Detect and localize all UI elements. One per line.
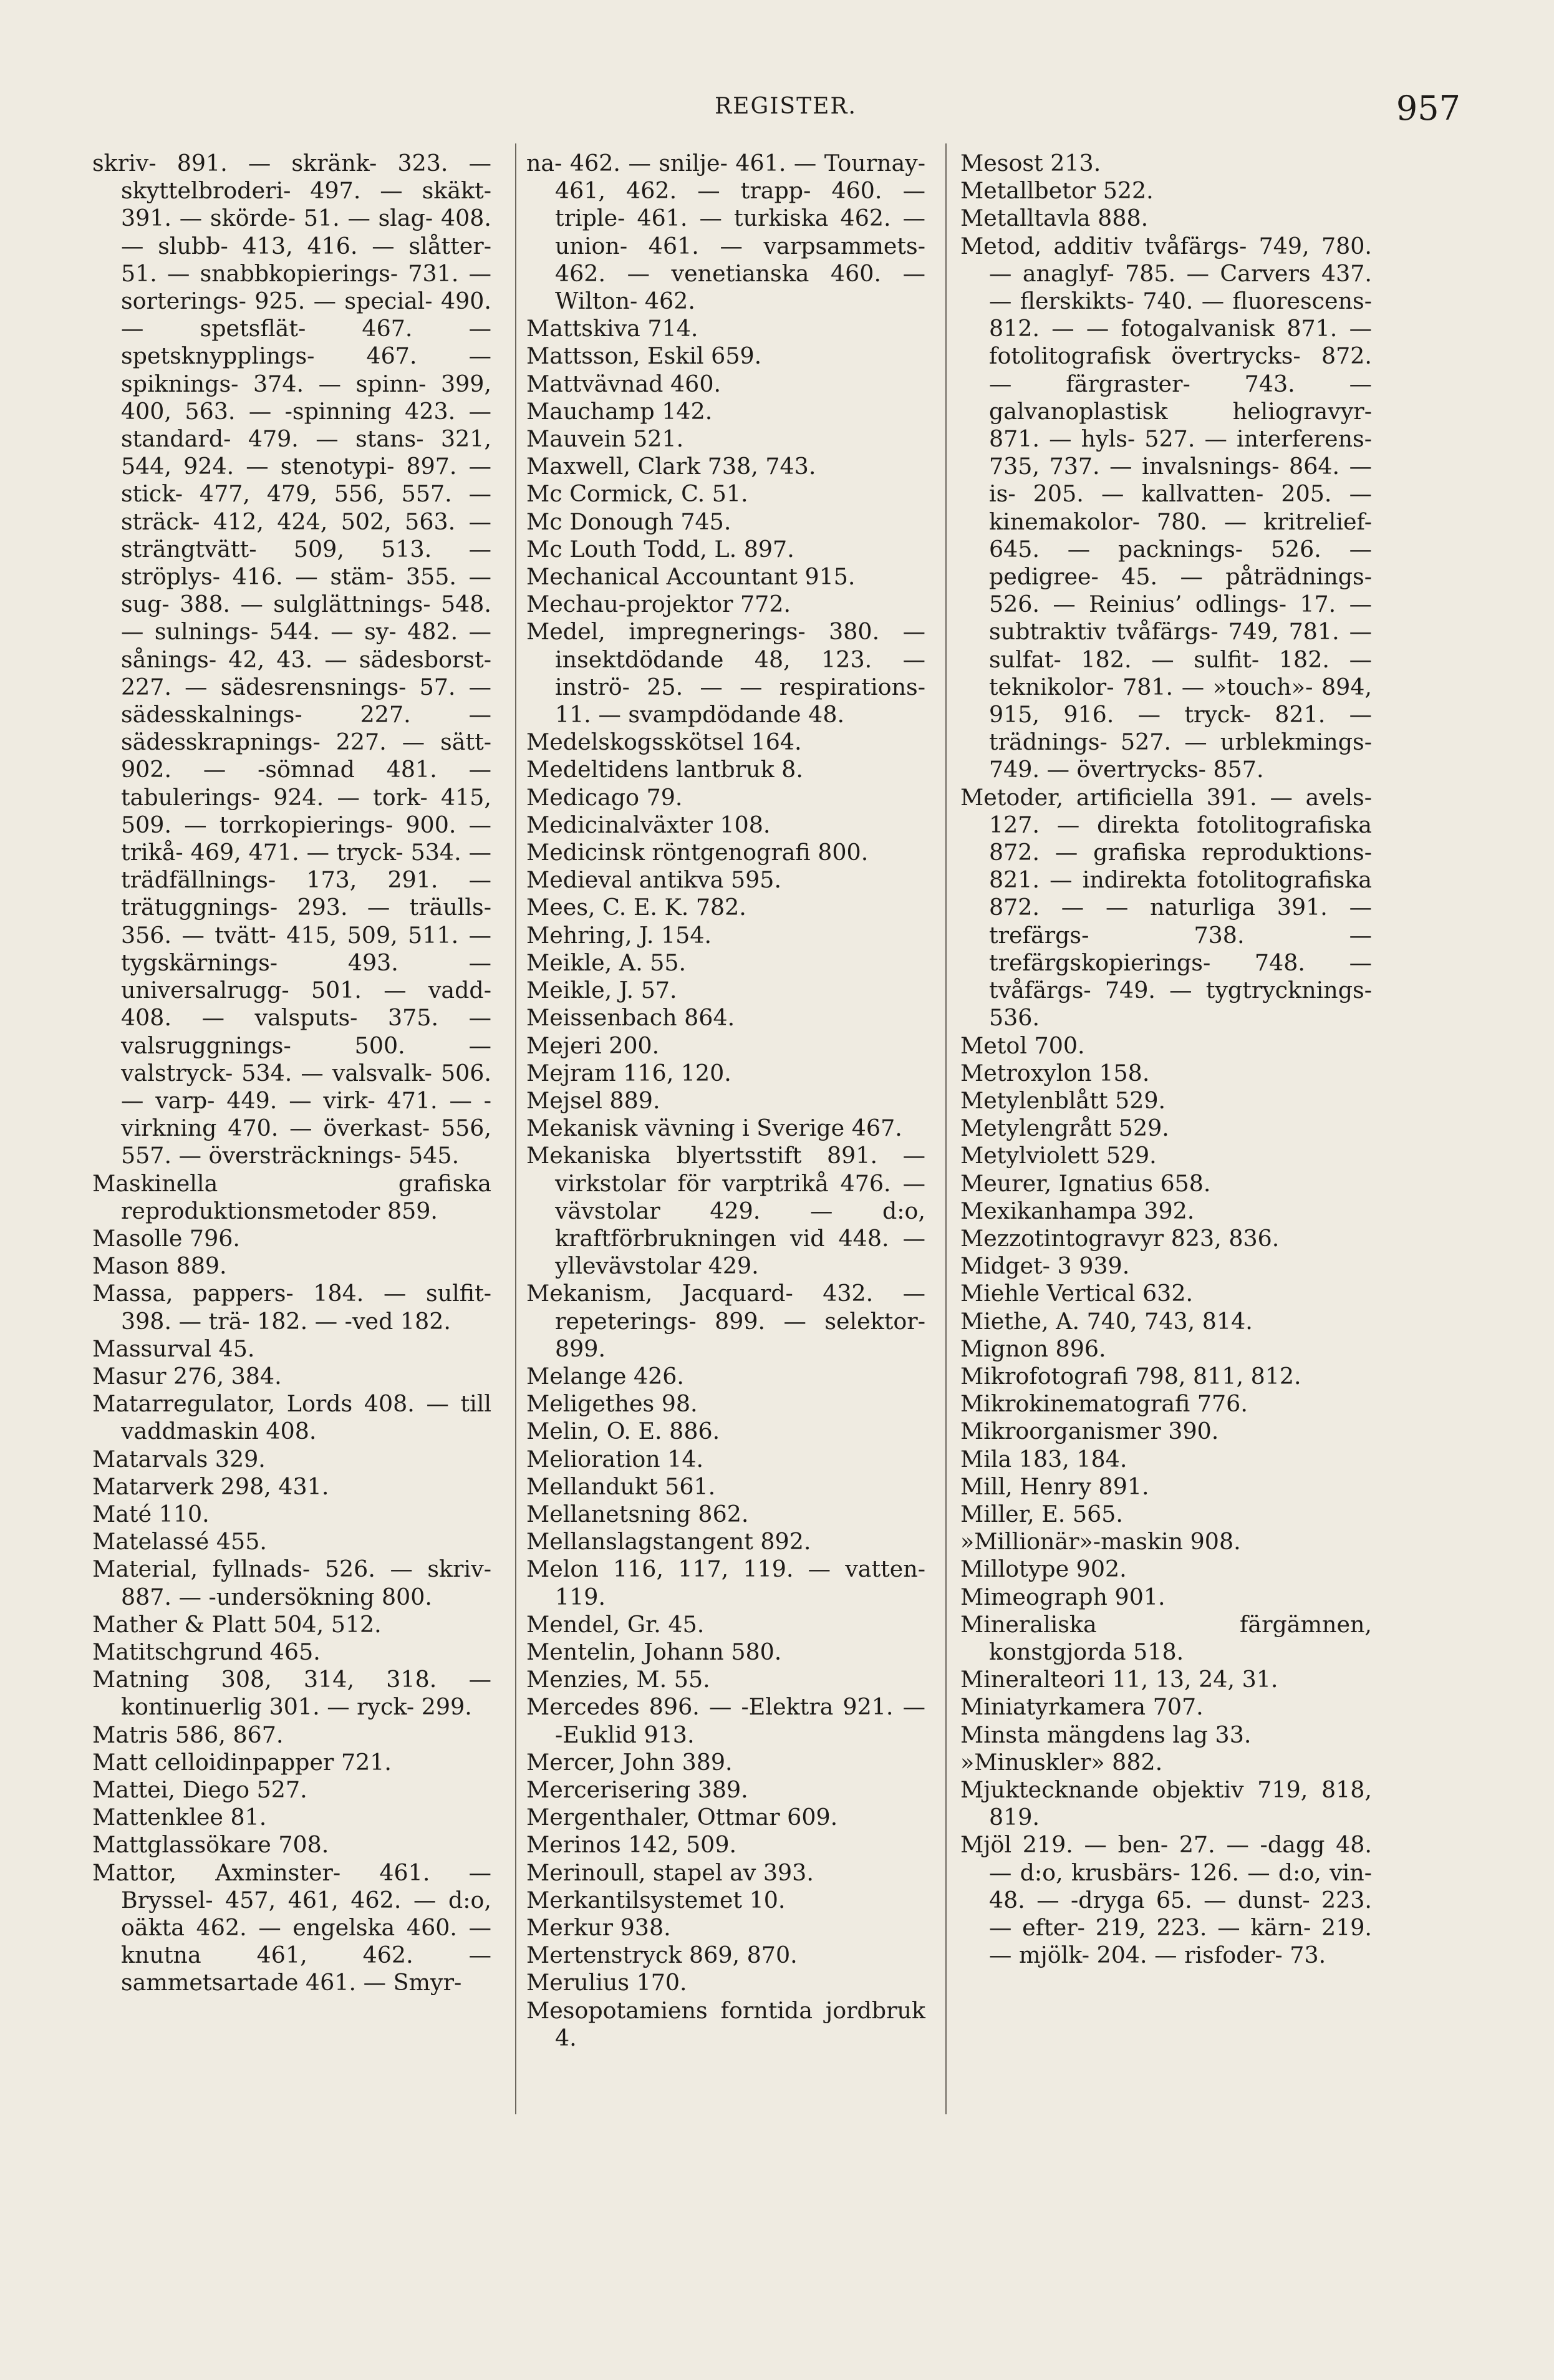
index-entry: Mikroorganismer 390. (960, 1418, 1219, 1445)
index-entry: Merinos 142, 509. (526, 1831, 737, 1859)
index-entry: Mertenstryck 869, 870. (526, 1942, 798, 1969)
index-entry: Mill, Henry 891. (960, 1473, 1149, 1500)
index-entry: Mc Donough 745. (526, 508, 731, 535)
index-entry: Mignon 896. (960, 1335, 1106, 1362)
index-entry: Material, fyllnads- 526. — skriv- 887. — -undersökning 800. (92, 1555, 491, 1610)
index-entry: Mc Louth Todd, L. 897. (526, 535, 794, 563)
index-entry: Mattor, Axminster- 461. — Bryssel- 457, 461, 462. — d:o, oäkta 462. — engelska 460. — knutna 461, 462. — sammetsartade 461. — Smyr- (92, 1859, 491, 1996)
index-entry: Melin, O. E. 886. (526, 1418, 720, 1445)
index-entry: Metylviolett 529. (960, 1142, 1157, 1169)
index-entry: Massa, pappers- 184. — sulfit- 398. — trä- 182. — -ved 182. (92, 1280, 491, 1335)
index-entry: Meikle, J. 57. (526, 977, 677, 1004)
index-entry: Mercer, John 389. (526, 1748, 733, 1776)
index-entry: Minsta mängdens lag 33. (960, 1721, 1252, 1748)
index-entry: Mikrokinematografi 776. (960, 1390, 1248, 1418)
index-entry: Mesost 213. (960, 150, 1101, 177)
index-entry: Mauchamp 142. (526, 397, 713, 425)
index-column-3 (960, 150, 1372, 1969)
index-entry: Miniatyrkamera 707. (960, 1693, 1204, 1721)
index-entry: Meligethes 98. (526, 1390, 698, 1418)
index-entry: Mergenthaler, Ottmar 609. (526, 1804, 838, 1831)
index-entry: Mechanical Accountant 915. (526, 563, 856, 591)
index-entry: Mila 183, 184. (960, 1445, 1127, 1473)
index-entry: Mercedes 896. — -Elektra 921. — -Euklid 913. (526, 1693, 925, 1748)
index-entry: Mendel, Gr. 45. (526, 1610, 705, 1638)
index-entry: Mattsson, Eskil 659. (526, 342, 762, 370)
index-entry: Mexikanhampa 392. (960, 1197, 1195, 1224)
index-entry: Medieval antikva 595. (526, 866, 782, 894)
index-entry: Matelassé 455. (92, 1528, 267, 1555)
index-entry: Mees, C. E. K. 782. (526, 894, 746, 921)
index-entry: Melioration 14. (526, 1445, 704, 1473)
index-entry: Metol 700. (960, 1032, 1085, 1059)
index-entry: Midget- 3 939. (960, 1252, 1130, 1280)
index-entry: Maskinella grafiska reproduktionsmetoder 859. (92, 1169, 491, 1224)
index-entry: na- 462. — snilje- 461. — Tournay- 461, 462. — trapp- 460. — triple- 461. — turkiska 462. — union- 461. — varpsammets- 462. — venetianska 460. — Wilton- 462. (526, 150, 925, 315)
index-entry: Masur 276, 384. (92, 1362, 282, 1390)
index-entry: Miller, E. 565. (960, 1500, 1123, 1527)
index-entry: Mattglassökare 708. (92, 1831, 329, 1859)
column-divider (515, 143, 516, 2114)
index-entry: Mellandukt 561. (526, 1473, 716, 1500)
index-entry: Maxwell, Clark 738, 743. (526, 453, 816, 480)
index-entry: Miethe, A. 740, 743, 814. (960, 1307, 1253, 1335)
index-entry: Maté 110. (92, 1500, 210, 1527)
index-entry: Mineralteori 11, 13, 24, 31. (960, 1666, 1278, 1693)
index-column-2 (526, 150, 925, 2052)
index-entry: Matitschgrund 465. (92, 1638, 321, 1665)
index-entry: Mejeri 200. (526, 1032, 660, 1059)
index-entry: Merkantilsystemet 10. (526, 1886, 786, 1913)
index-entry: Mellanetsning 862. (526, 1500, 749, 1527)
index-entry: Mentelin, Johann 580. (526, 1638, 782, 1665)
index-entry: Mather & Platt 504, 512. (92, 1610, 382, 1638)
index-entry: Mekaniska blyertsstift 891. — virkstolar för varptrikå 476. — vävstolar 429. — d:o, kraftförbrukningen vid 448. — yllevävstolar 429. (526, 1142, 925, 1280)
index-entry: Mauvein 521. (526, 425, 684, 453)
index-entry: Matarvals 329. (92, 1445, 266, 1473)
index-column-1 (92, 150, 491, 1997)
index-entry: Metylengrått 529. (960, 1115, 1169, 1142)
index-entry: Merkur 938. (526, 1914, 671, 1941)
index-entry: Melange 426. (526, 1362, 684, 1390)
page-number: 957 (1396, 89, 1460, 128)
index-entry: Millotype 902. (960, 1555, 1127, 1583)
index-entry: Matning 308, 314, 318. — kontinuerlig 301. — ryck- 299. (92, 1666, 491, 1721)
index-entry: Mineraliska färgämnen, konstgjorda 518. (960, 1610, 1372, 1665)
index-entry: Mezzotintogravyr 823, 836. (960, 1224, 1280, 1252)
index-entry: Metod, additiv tvåfärgs- 749, 780. — anaglyf- 785. — Carvers 437. — flerskikts- 740. — fluorescens- 812. — — fotogalvanisk 871. — fotolitografisk övertrycks- 872. — färgraster- 743. — galvanoplastisk heliogravyr- 871. — hyls- 527. — interferens- 735, 737. — invalsnings- 864. — is- 205. — kallvatten- 205. — kinemakolor- 780. — kritrelief- 645. — packnings- 526. — pedigree- 45. — påträdnings- 526. — Reinius’ odlings- 17. — subtraktiv tvåfärgs- 749, 781. — sulfat- 182. — sulfit- 182. — teknikolor- 781. — »touch»- 894, 915, 916. — tryck- 821. — trädnings- 527. — urblekmings- 749. — övertrycks- 857. (960, 232, 1372, 783)
index-entry: Metallbetor 522. (960, 177, 1154, 205)
index-entry: Meissenbach 864. (526, 1004, 735, 1032)
index-entry: Merinoull, stapel av 393. (526, 1859, 814, 1886)
index-entry: Matarregulator, Lords 408. — till vaddmaskin 408. (92, 1390, 491, 1445)
index-entry: Metroxylon 158. (960, 1059, 1150, 1086)
index-entry: Mattenklee 81. (92, 1804, 267, 1831)
index-entry: Mekanism, Jacquard- 432. — repeterings- 899. — selektor- 899. (526, 1280, 925, 1362)
index-entry: Metylenblått 529. (960, 1086, 1166, 1114)
index-entry: Mechau-projektor 772. (526, 591, 791, 618)
index-entry: Mason 889. (92, 1252, 227, 1280)
index-entry: Medel, impregnerings- 380. — insektdödande 48, 123. — inströ- 25. — — respirations- 11. — svampdödande 48. (526, 618, 925, 728)
index-entry: Mjuktecknande objektiv 719, 818, 819. (960, 1776, 1372, 1831)
index-entry: Mercerisering 389. (526, 1776, 748, 1803)
index-entry: Masolle 796. (92, 1224, 240, 1252)
index-entry: Medicinalväxter 108. (526, 811, 771, 838)
index-entry: Matt celloidinpapper 721. (92, 1748, 392, 1776)
index-entry: Mattskiva 714. (526, 315, 698, 342)
index-entry: Miehle Vertical 632. (960, 1280, 1194, 1307)
index-entry: Mesopotamiens forntida jordbruk 4. (526, 1996, 925, 2051)
index-entry: Mekanisk vävning i Sverige 467. (526, 1115, 902, 1142)
index-entry: Matarverk 298, 431. (92, 1473, 329, 1500)
index-entry: Mc Cormick, C. 51. (526, 480, 748, 508)
index-entry: Medicago 79. (526, 783, 683, 811)
index-entry: »Minuskler» 882. (960, 1748, 1163, 1776)
index-entry: Matris 586, 867. (92, 1721, 284, 1748)
index-entry: Mejram 116, 120. (526, 1059, 731, 1086)
index-entry: Mjöl 219. — ben- 27. — -dagg 48. — d:o, krusbärs- 126. — d:o, vin- 48. — -dryga 65. — dunst- 223. — efter- 219, 223. — kärn- 219. — mjölk- 204. — risfoder- 73. (960, 1831, 1372, 1969)
index-entry: Menzies, M. 55. (526, 1666, 710, 1693)
index-entry: Medeltidens lantbruk 8. (526, 756, 803, 783)
index-entry: Mattei, Diego 527. (92, 1776, 307, 1803)
index-entry: Mimeograph 901. (960, 1583, 1166, 1610)
index-entry: Mikrofotografi 798, 811, 812. (960, 1362, 1301, 1390)
index-entry: »Millionär»-maskin 908. (960, 1528, 1241, 1555)
column-divider (945, 143, 947, 2114)
index-entry: Mehring, J. 154. (526, 921, 712, 949)
index-entry: Metoder, artificiella 391. — avels- 127. — direkta fotolitografiska 872. — grafiska reproduktions- 821. — indirekta fotolitografiska 872. — — naturliga 391. — trefärgs- 738. — trefärgskopierings- 748. — tvåfärgs- 749. — tygtrycknings- 536. (960, 783, 1372, 1032)
index-entry: Melon 116, 117, 119. — vatten- 119. (526, 1555, 925, 1610)
index-entry: Meikle, A. 55. (526, 949, 687, 976)
index-entry: Mattvävnad 460. (526, 370, 722, 397)
index-entry: Metalltavla 888. (960, 205, 1149, 232)
index-entry: Meurer, Ignatius 658. (960, 1169, 1211, 1197)
index-entry: Mejsel 889. (526, 1086, 660, 1114)
index-entry: Merulius 170. (526, 1969, 687, 1996)
index-entry: Medelskogsskötsel 164. (526, 728, 802, 756)
running-head: REGISTER. (715, 94, 857, 119)
index-entry: Mellanslagstangent 892. (526, 1528, 811, 1555)
index-entry: Medicinsk röntgenografi 800. (526, 839, 869, 866)
index-entry: skriv- 891. — skränk- 323. — skyttelbroderi- 497. — skäkt- 391. — skörde- 51. — slag- 408. — slubb- 413, 416. — slåtter- 51. — snabbkopierings- 731. — sorterings- 925. — special- 490. — spetsflät- 467. — spetsknypplings- 467. — spiknings- 374. — spinn- 399, 400, 563. — -spinning 423. — standard- 479. — stans- 321, 544, 924. — stenotypi- 897. — stick- 477, 479, 556, 557. — sträck- 412, 424, 502, 563. — strängtvätt- 509, 513. — ströplys- 416. — stäm- 355. — sug- 388. — sulglättnings- 548. — sulnings- 544. — sy- 482. — sånings- 42, 43. — sädesborst- 227. — sädesrensnings- 57. — sädesskalnings- 227. — sädesskrapnings- 227. — sätt- 902. — -sömnad 481. — tabulerings- 924. — tork- 415, 509. — torrkopierings- 900. — trikå- 469, 471. — tryck- 534. — trädfällnings- 173, 291. — trätuggnings- 293. — träulls- 356. — tvätt- 415, 509, 511. — tygskärnings- 493. — universalrugg- 501. — vadd- 408. — valsputs- 375. — valsruggnings- 500. — valstryck- 534. — valsvalk- 506. — varp- 449. — virk- 471. — -virkning 470. — överkast- 556, 557. — översträcknings- 545. (92, 150, 491, 1169)
index-entry: Massurval 45. (92, 1335, 255, 1362)
